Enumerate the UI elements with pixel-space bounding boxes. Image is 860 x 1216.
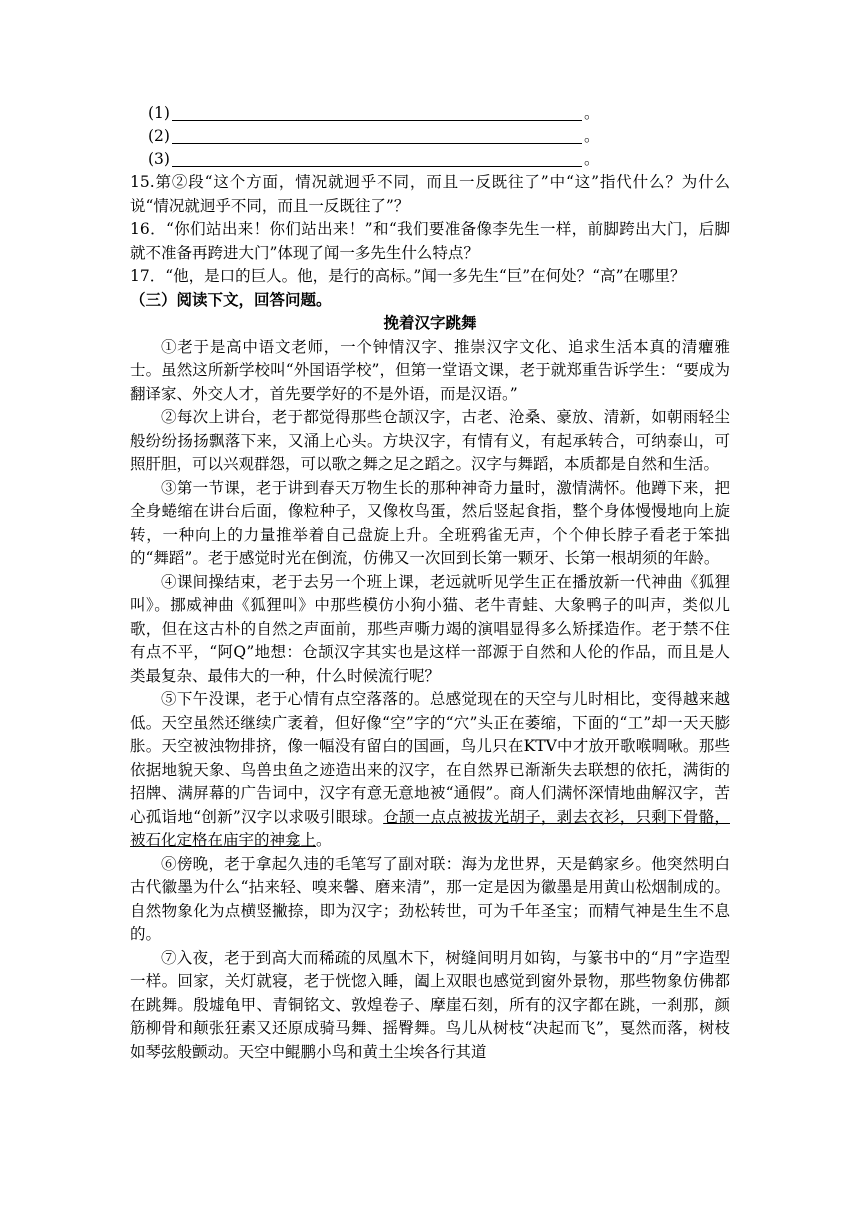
paragraph-3: ③第一节课，老于讲到春天万物生长的那种神奇力量时，激情满怀。他蹲下来，把全身蜷缩在讲台后面，像粒种子，又像枚鸟蛋，然后竖起食指，整个身体慢慢地向上旋转，一种向上的力量推举着自己盘旋上升。全班鸦雀无声，个个伸长脖子看老于笨拙的“舞蹈”。老于感觉时光在倒流，仿佛又一次回到长第一颗牙、长第一根胡须的年龄。 xyxy=(130,478,730,567)
paragraph-5-underlined: 仓颉一点点被拔光胡子，剥去衣衫，只剩下骨骼，被石化定格在庙宇的神龛上 xyxy=(130,807,730,849)
paragraph-6: ⑥傍晚，老于拿起久违的毛笔写了副对联：海为龙世界，天是鹤家乡。他突然明白古代徽墨为什么“拈来轻、嗅来馨、磨来清”，那一定是因为徽墨是用黄山松烟制成的。自然物象化为点横竖撇捺，即为汉字；劲松转世，可为千年圣宝；而精气神是生生不息的。 xyxy=(130,854,730,943)
paragraph-5-end: 。 xyxy=(316,831,332,849)
question-17: 17．“他，是口的巨人。他，是行的高标。”闻一多先生“巨”在何处？“高”在哪里？ xyxy=(130,267,686,285)
answer-blank-1[interactable] xyxy=(130,102,730,125)
paragraph-5-text: ⑤下午没课，老于心情有点空落落的。总感觉现在的天空与儿时相比，变得越来越低。天空虽然还继续广袤着，但好像“空”字的“穴”头正在萎缩，下面的“工”却一天天膨胀。天空被浊物排挤，像一幅没有留白的国画，鸟儿只在KTV中才放开歌喉啁啾。那些依据地貌天象、鸟兽虫鱼之迹造出来的汉字，在自然界已渐渐失去联想的依托，满街的招牌、满屏幕的广告词中，汉字有意无意地被“通假”。商人们满怀深情地曲解汉字，苦心孤诣地“创新”汉字以求吸引眼球。 xyxy=(130,690,730,826)
paragraph-7: ⑦入夜，老于到高大而稀疏的凤凰木下，树缝间明月如钩，与篆书中的“月”字造型一样。回家，关灯就寝，老于恍惚入睡，阖上双眼也感觉到窗外景物，那些物象仿佛都在跳舞。殷墟龟甲、青铜铭文、敦煌卷子、摩崖石刻，所有的汉字都在跳，一刹那，颜筋柳骨和颠张狂素又还原成骑马舞、摇臀舞。鸟儿从树枝“决起而飞”，戛然而落，树枝如琴弦般颤动。天空中鲲鹏小鸟和黄土尘埃各行其道 xyxy=(130,948,730,1061)
blank-number: (2) xyxy=(148,126,170,145)
blank-line[interactable] xyxy=(172,150,582,167)
paragraph-5 xyxy=(130,688,730,853)
paragraph-4: ④课间操结束，老于去另一个班上课，老远就听见学生正在播放新一代神曲《狐狸叫》。挪威神曲《狐狸叫》中那些模仿小狗小猫、老牛青蛙、大象鸭子的叫声，类似儿歌，但在这古朴的自然之声面前，那些声嘶力竭的演唱显得多么矫揉造作。老于禁不住有点不平，“阿Q”地想：仓颉汉字其实也是这样一部源于自然和人伦的作品，而且是人类最复杂、最伟大的一种，什么时候流行呢？ xyxy=(130,572,730,685)
section-heading: （三）阅读下文，回答问题。 xyxy=(130,290,332,309)
blank-number: (1) xyxy=(148,103,170,122)
blank-number: (3) xyxy=(148,149,170,168)
answer-blank-2[interactable] xyxy=(130,125,730,148)
document-page xyxy=(130,102,730,1064)
blank-end: 。 xyxy=(584,103,600,122)
answer-blank-3[interactable] xyxy=(130,148,730,171)
blank-end: 。 xyxy=(584,149,600,168)
article-title: 挽着汉字跳舞 xyxy=(383,314,477,332)
paragraph-1: ①老于是高中语文老师，一个钟情汉字、推崇汉字文化、追求生活本真的清癯雅士。虽然这所新学校叫“外国语学校”，但第一堂语文课，老于就郑重告诉学生：“要成为翻译家、外交人才，首先要学好的不是外语，而是汉语。” xyxy=(130,337,730,403)
question-15: 15.第②段“这个方面，情况就迥乎不同，而且一反既往了”中“这”指代什么？为什么说“情况就迥乎不同，而且一反既往了”？ xyxy=(130,173,730,215)
blank-end: 。 xyxy=(584,126,600,145)
paragraph-2: ②每次上讲台，老于都觉得那些仓颉汉字，古老、沧桑、豪放、清新，如朝雨轻尘般纷纷扬扬飘落下来，又涌上心头。方块汉字，有情有义，有起承转合，可纳泰山，可照肝胆，可以兴观群怨，可以歌之舞之足之蹈之。汉字与舞蹈，本质都是自然和生活。 xyxy=(130,408,730,473)
blank-line[interactable] xyxy=(172,127,582,144)
question-16: 16．“你们站出来！你们站出来！”和“我们要准备像李先生一样，前脚跨出大门，后脚就不准备再跨进大门”体现了闻一多先生什么特点？ xyxy=(130,220,730,262)
blank-line[interactable] xyxy=(172,104,582,121)
